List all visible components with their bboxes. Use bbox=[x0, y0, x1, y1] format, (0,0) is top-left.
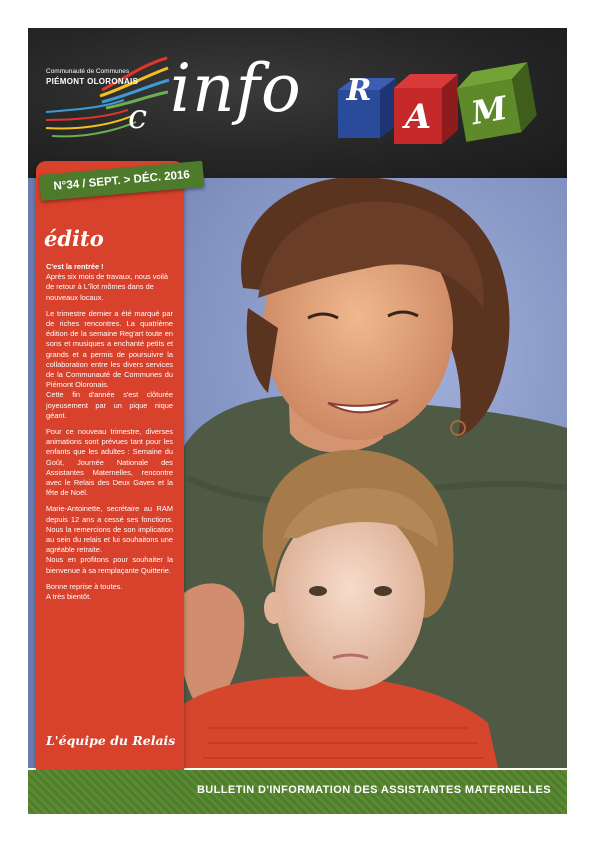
cube-letter-m: M bbox=[468, 88, 510, 133]
edito-paragraph-text: Nous en profitons pour souhaiter la bienvenue à sa remplaçante Quitterie. bbox=[46, 555, 173, 575]
cube-letter-r: R bbox=[346, 72, 372, 108]
community-logo bbox=[42, 50, 182, 145]
logo-line-1: Communauté de Communes bbox=[46, 68, 130, 75]
edito-closing-line: Bonne reprise à toutes. bbox=[46, 581, 123, 591]
edito-paragraph: Après six mois de travaux, nous voilà de retour à L'îlot mômes dans de nouveaux locaux. bbox=[46, 272, 168, 302]
edito-greeting: C'est la rentrée ! bbox=[46, 262, 104, 271]
logo-swoosh-icon bbox=[42, 50, 182, 145]
edito-paragraph bbox=[46, 504, 173, 575]
header-chalkboard bbox=[28, 28, 567, 178]
edito-closing-line: A très bientôt. bbox=[46, 592, 92, 602]
cube-m bbox=[446, 57, 548, 149]
edito-paragraph-text: Le trimestre dernier a été marqué par de riches rencontres. La quatrième édition de la semaine Reg'art toute en sons et musiques a enchanté petits et grands et a permis de poursuivre la collaboration entre les divers services de la Communauté de Communes du Piémont Oloronais. bbox=[46, 308, 173, 390]
edito-closing bbox=[46, 582, 173, 602]
cube-letter-a: A bbox=[404, 97, 432, 137]
issue-badge: N°34 / SEPT. > DÉC. 2016 bbox=[39, 161, 205, 201]
edito-title: édito bbox=[44, 226, 104, 251]
edito-paragraph: Pour ce nouveau trimestre, diverses animations sont prévues tant pour les enfants que les adultes : Semaine du Goût, Journée Nationale des Assistantes Maternelles, rencontre avec le Relais des Deux Gaves et la fête de Noël. bbox=[46, 427, 173, 498]
edito-signature: L'équipe du Relais bbox=[46, 733, 176, 748]
edito-paragraph-text: Cette fin d'année s'est clôturée joyeusement par un pique nique géant. bbox=[46, 390, 173, 420]
info-title: info bbox=[170, 50, 302, 127]
edito-paragraph bbox=[46, 309, 173, 421]
footer-band bbox=[28, 770, 567, 814]
footer-text: BULLETIN D'INFORMATION DES ASSISTANTES MATERNELLES bbox=[196, 784, 551, 796]
edito-paragraph-text: Marie-Antoinette, secrétaire au RAM depuis 12 ans a cessé ses fonctions. Nous la remercions de son implication au sein du relais et lui souhaitons une agréable retraite. bbox=[46, 504, 173, 555]
newsletter-cover bbox=[28, 28, 567, 814]
svg-text:c: c bbox=[128, 97, 148, 137]
edito-body bbox=[46, 262, 173, 608]
logo-line-2: PIÉMONT OLORONAIS bbox=[46, 77, 139, 86]
edito-greeting-paragraph bbox=[46, 262, 173, 303]
